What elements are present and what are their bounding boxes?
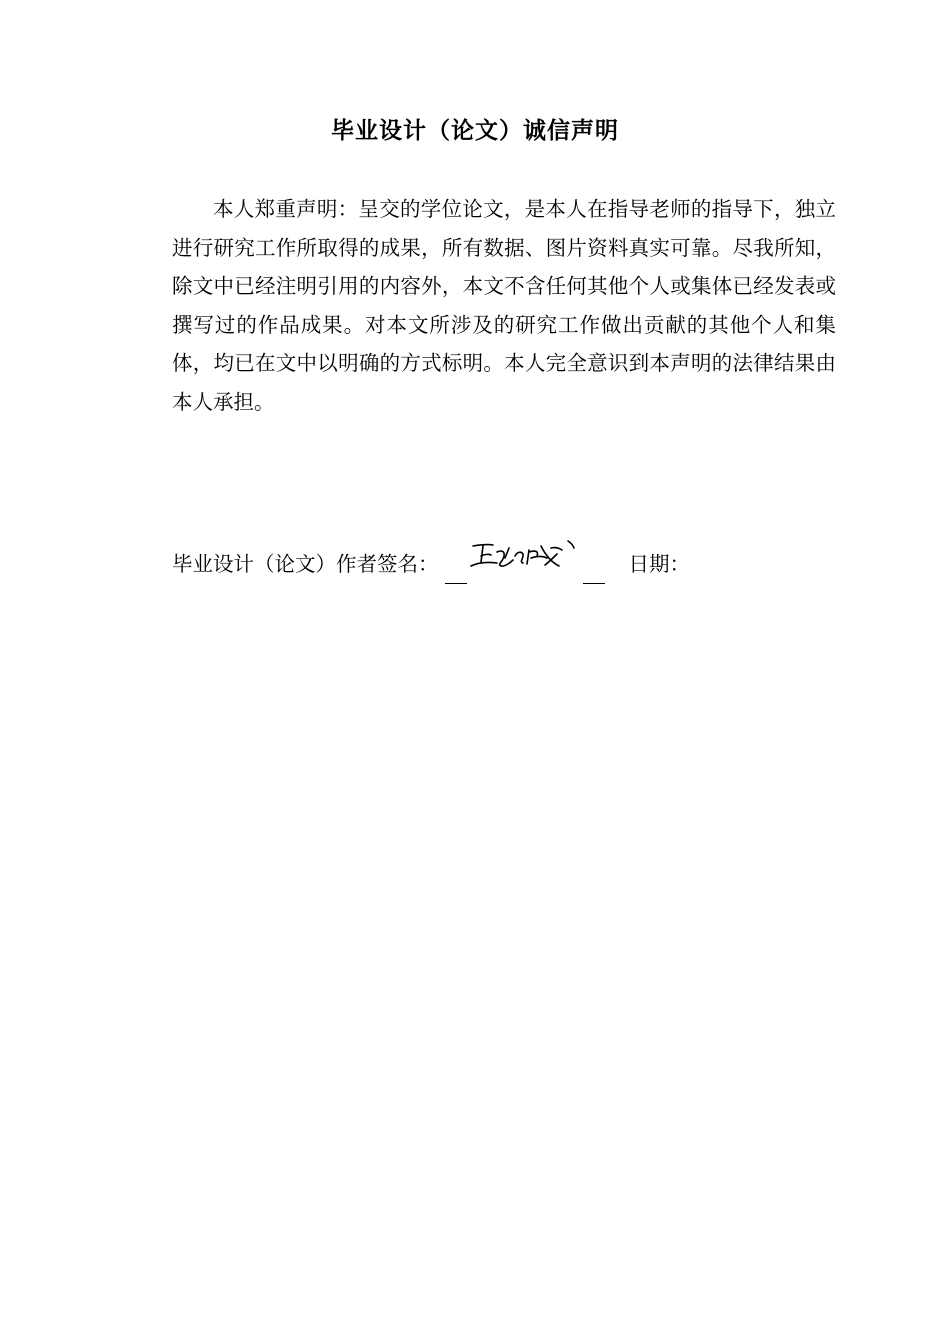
handwritten-signature [467,532,583,576]
page-title: 毕业设计（论文）诚信声明 [331,118,619,144]
signature-label: 毕业设计（论文）作者签名： [172,552,439,576]
declaration-paragraph: 本人郑重声明：呈交的学位论文，是本人在指导老师的指导下，独立进行研究工作所取得的成果，所有数据、图片资料真实可靠。尽我所知，除文中已经注明引用的内容外，本文不含任何其他个人或集体已经发表或撰写过的作品成果。对本文所涉及的研究工作做出贡献的其他个人和集体，均已在文中以明确的方式标明。本人完全意识到本声明的法律结果由本人承担。 [172,197,836,414]
date-label: 日期： [628,552,690,576]
signature-row [172,540,690,580]
signature-underline-left [445,555,467,584]
signature-underline-right [583,555,605,584]
